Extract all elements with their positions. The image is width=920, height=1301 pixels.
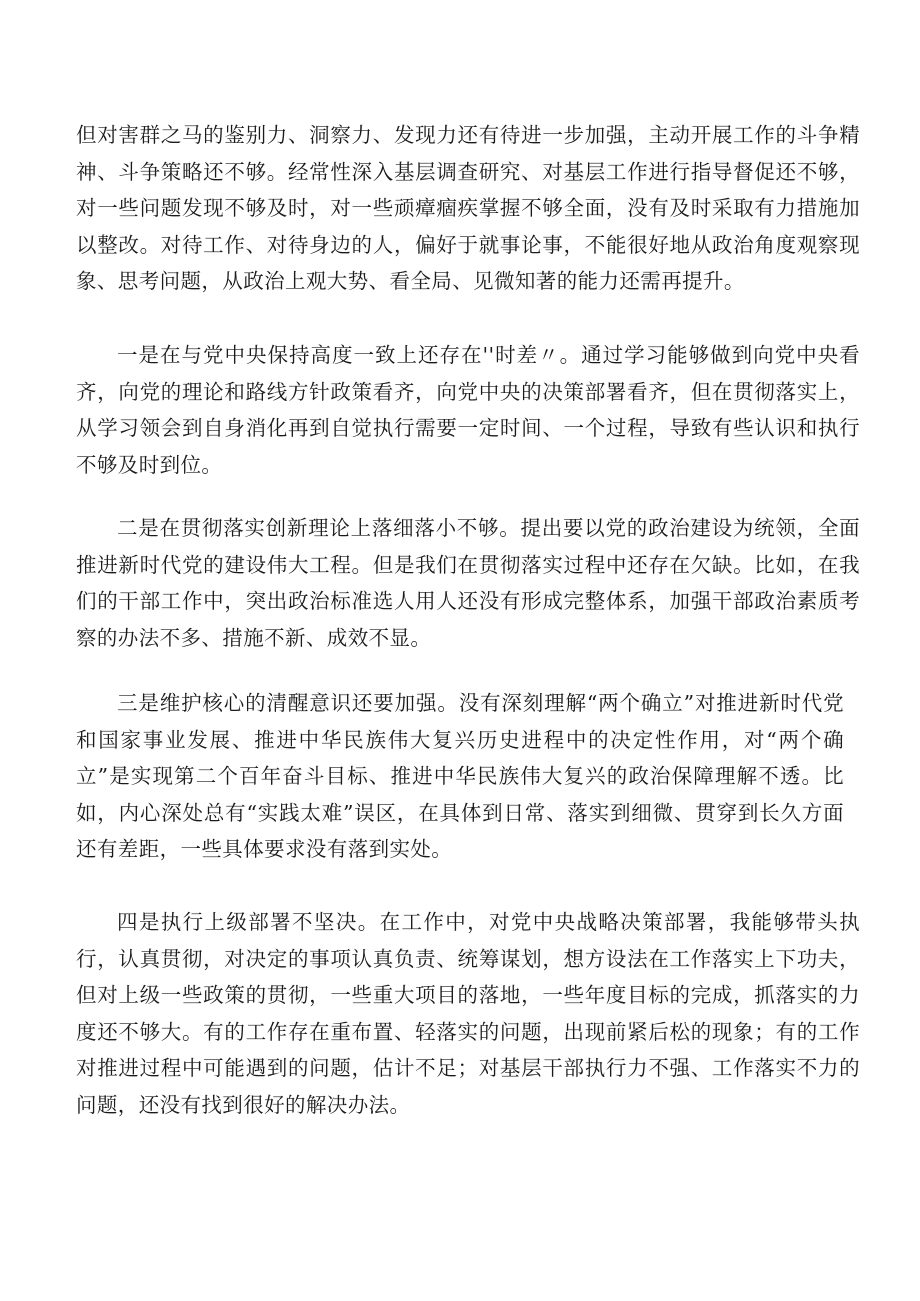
paragraph-point-two: 二是在贯彻落实创新理论上落细落小不够。提出要以党的政治建设为统领，全面推进新时代党的建设伟大工程。但是我们在贯彻落实过程中还存在欠缺。比如，在我们的干部工作中，突出政治标准选人用人还没有形成完整体系，加强干部政治素质考察的办法不多、措施不新、成效不显。 xyxy=(76,516,860,650)
paragraph-point-four: 四是执行上级部署不坚决。在工作中，对党中央战略决策部署，我能够带头执行，认真贯彻，对决定的事项认真负责、统筹谋划，想方设法在工作落实上下功夫，但对上级一些政策的贯彻，一些重大项目的落地，一些年度目标的完成，抓落实的力度还不够大。有的工作存在重布置、轻落实的问题，出现前紧后松的现象；有的工作对推进过程中可能遇到的问题，估计不足；对基层干部执行力不强、工作落实不力的问题，还没有找到很好的解决办法。 xyxy=(76,910,860,1117)
paragraph-point-one: 一是在与党中央保持高度一致上还存在''时差〃。通过学习能够做到向党中央看齐，向党的理论和路线方针政策看齐，向党中央的决策部署看齐，但在贯彻落实上，从学习领会到自身消化再到自觉执行需要一定时间、一个过程，导致有些认识和执行不够及时到位。 xyxy=(76,343,860,477)
paragraph-continuation: 但对害群之马的鉴别力、洞察力、发现力还有待进一步加强，主动开展工作的斗争精神、斗争策略还不够。经常性深入基层调查研究、对基层工作进行指导督促还不够，对一些问题发现不够及时，对一些顽瘴痼疾掌握不够全面，没有及时采取有力措施加以整改。对待工作、对待身边的人，偏好于就事论事，不能很好地从政治角度观察现象、思考问题，从政治上观大势、看全局、见微知著的能力还需再提升。 xyxy=(76,123,860,294)
paragraph-point-three: 三是维护核心的清醒意识还要加强。没有深刻理解“两个确立”对推进新时代党和国家事业发展、推进中华民族伟大复兴历史进程中的决定性作用，对“两个确立”是实现第二个百年奋斗目标、推进中华民族伟大复兴的政治保障理解不透。比如，内心深处总有“实践太难”误区，在具体到日常、落实到细微、贯穿到长久方面还有差距，一些具体要求没有落到实处。 xyxy=(76,691,844,862)
